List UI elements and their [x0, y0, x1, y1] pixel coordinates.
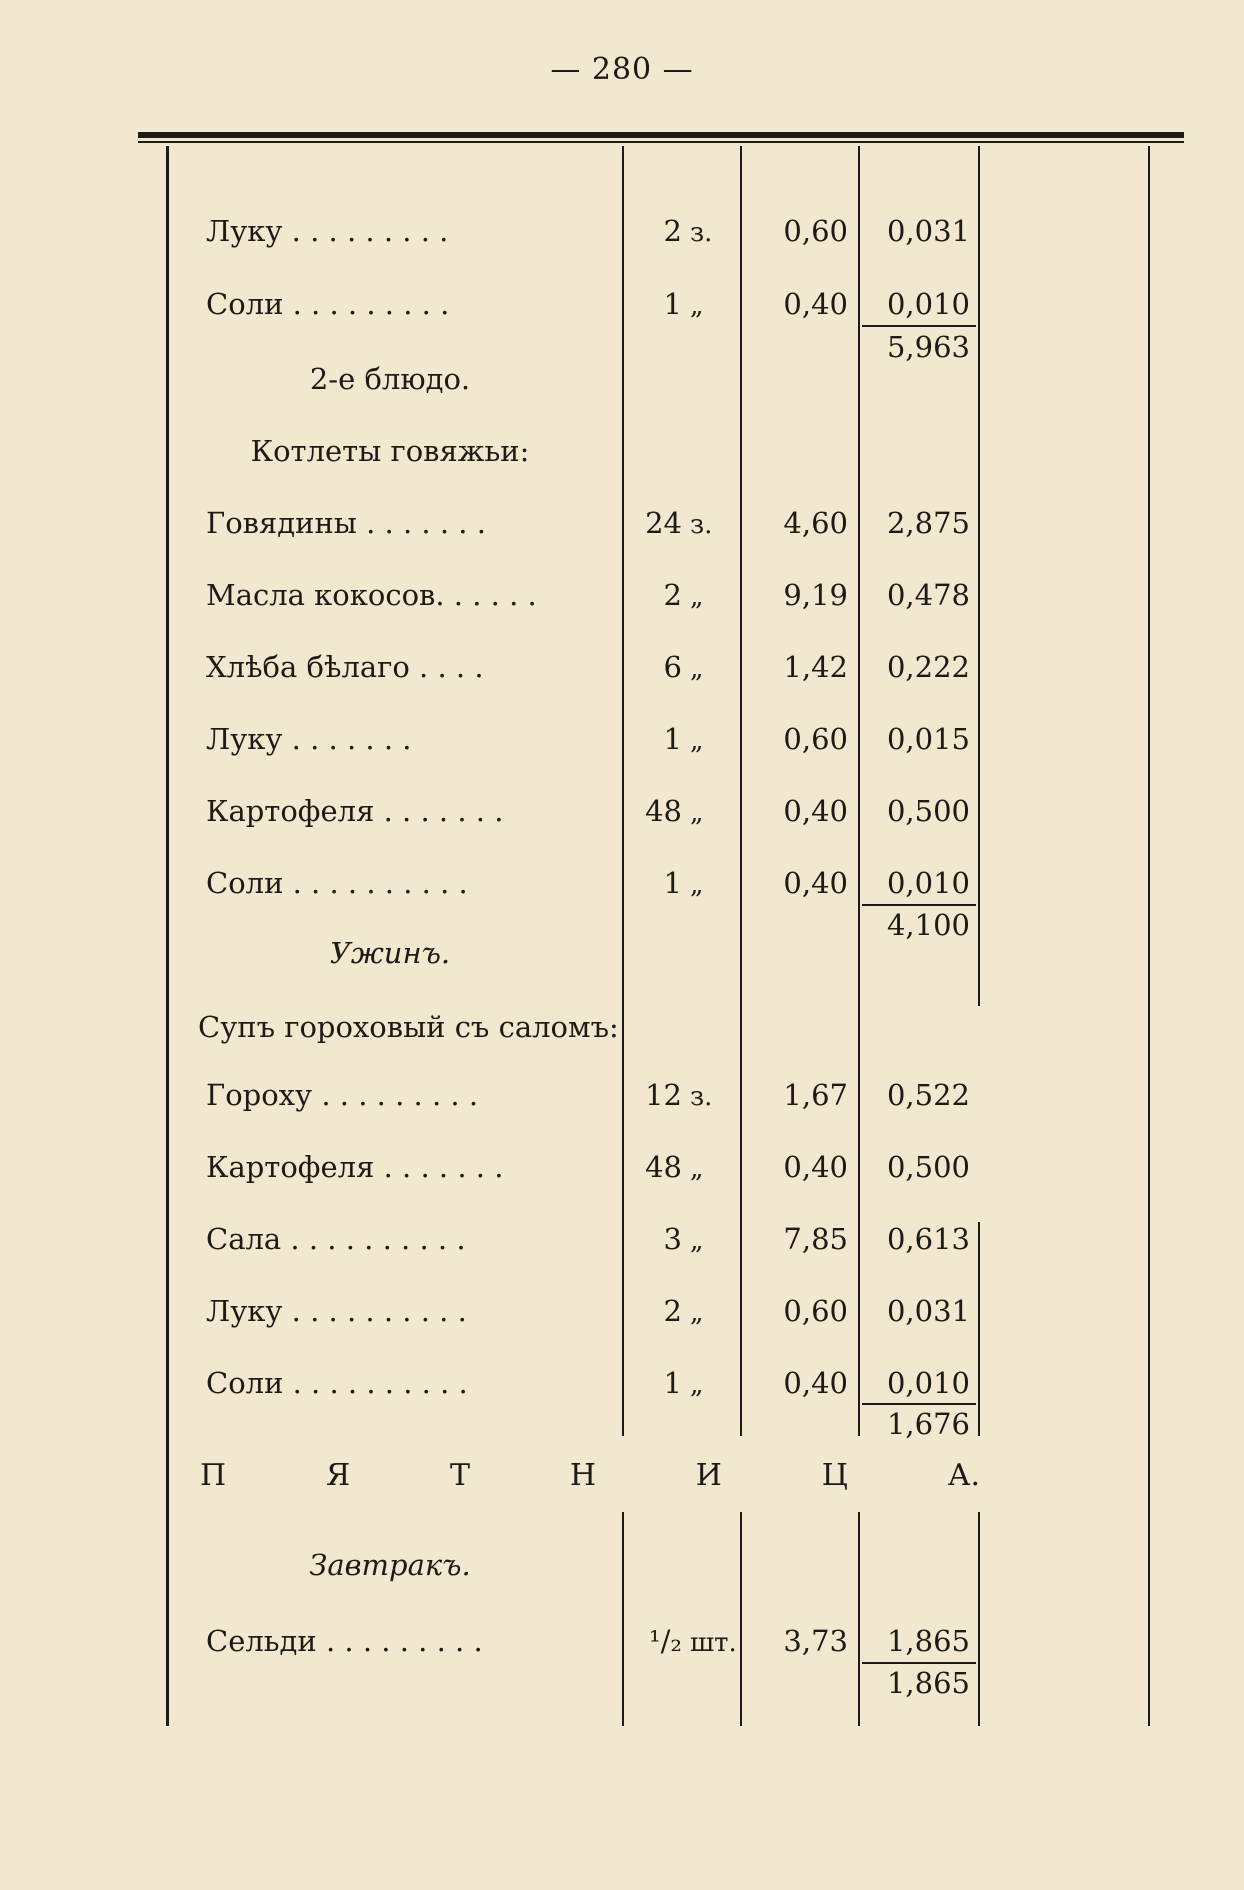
item-price: 9,19: [783, 578, 848, 612]
item-price: 0,60: [783, 722, 848, 756]
qty-unit: „: [690, 1226, 704, 1256]
item-qty: [622, 794, 742, 828]
qty-number: 3: [663, 1222, 682, 1256]
total-column-rule-mid: [978, 1222, 980, 1436]
qty-number: 48: [645, 794, 682, 828]
page-number: — 280 —: [550, 52, 694, 87]
item-price: 1,42: [783, 650, 848, 684]
item-qty: [622, 1294, 742, 1328]
qty-number: 2: [663, 578, 682, 612]
item-price: 7,85: [783, 1222, 848, 1256]
qty-number: 1: [663, 866, 682, 900]
qty-number: 2: [663, 214, 682, 248]
item-label: Картофеля . . . . . . .: [206, 1150, 504, 1184]
item-price: 0,60: [783, 214, 848, 248]
item-label: Соли . . . . . . . . .: [206, 287, 450, 321]
top-rule-thick: [138, 132, 1184, 138]
item-cost: 0,031: [886, 214, 970, 248]
qty-number: 48: [645, 1150, 682, 1184]
subtotal: 4,100: [886, 908, 970, 942]
subtotal-rule: [862, 1662, 976, 1664]
item-qty: [622, 1150, 742, 1184]
qty-number: ¹/₂: [648, 1624, 682, 1658]
qty-unit: з.: [690, 218, 713, 248]
item-label: Соли . . . . . . . . . .: [206, 866, 468, 900]
item-cost: 0,010: [886, 287, 970, 321]
price-column-rule-lower: [740, 1512, 742, 1726]
qty-unit: з.: [690, 1082, 713, 1112]
dish-heading: Супъ гороховый съ саломъ:: [198, 1010, 619, 1044]
top-rule-thin: [138, 141, 1184, 143]
item-label: Сельди . . . . . . . . .: [206, 1624, 483, 1658]
item-price: 1,67: [783, 1078, 848, 1112]
qty-number: 6: [663, 650, 682, 684]
item-label: Сала . . . . . . . . . .: [206, 1222, 466, 1256]
subtotal-rule: [862, 1403, 976, 1405]
item-price: 0,40: [783, 1150, 848, 1184]
day-letter: А.: [947, 1458, 980, 1493]
qty-unit: „: [690, 726, 704, 756]
meal-heading: Завтракъ.: [309, 1548, 471, 1582]
subtotal: 1,865: [886, 1666, 970, 1700]
item-qty: [622, 1366, 742, 1400]
meal-heading: Ужинъ.: [329, 936, 451, 970]
subtotal-rule: [862, 325, 976, 327]
qty-number: 2: [663, 1294, 682, 1328]
qty-unit: з.: [690, 510, 713, 540]
day-title: [200, 1458, 980, 1493]
item-price: 0,40: [783, 1366, 848, 1400]
item-qty: [622, 1222, 742, 1256]
total-column-rule-lower: [978, 1512, 980, 1726]
item-qty: [622, 1078, 742, 1112]
qty-unit: „: [690, 291, 704, 321]
day-letter: И: [695, 1458, 722, 1493]
item-qty: [622, 506, 742, 540]
cost-column-rule: [858, 146, 860, 1436]
qty-number: 24: [645, 506, 682, 540]
item-cost: 0,522: [886, 1078, 970, 1112]
qty-unit: „: [690, 582, 704, 612]
total-column-rule: [978, 146, 980, 1006]
item-cost: 0,222: [886, 650, 970, 684]
day-letter: Н: [569, 1458, 596, 1493]
item-label: Хлѣба бѣлаго . . . .: [206, 650, 484, 684]
subtotal: 5,963: [886, 330, 970, 364]
item-price: 4,60: [783, 506, 848, 540]
qty-unit: „: [690, 654, 704, 684]
item-qty: [622, 722, 742, 756]
item-price: 0,40: [783, 794, 848, 828]
item-cost: 0,010: [886, 866, 970, 900]
subtotal-rule: [862, 904, 976, 906]
item-cost: 0,500: [886, 794, 970, 828]
item-cost: 2,875: [886, 506, 970, 540]
item-cost: 0,010: [886, 1366, 970, 1400]
item-cost: 0,500: [886, 1150, 970, 1184]
qty-number: 12: [645, 1078, 682, 1112]
qty-unit: „: [690, 798, 704, 828]
section-heading: 2-е блюдо.: [309, 362, 471, 396]
qty-unit: „: [690, 1154, 704, 1184]
qty-column-rule-lower: [622, 1512, 624, 1726]
item-price: 0,40: [783, 287, 848, 321]
item-label: Картофеля . . . . . . .: [206, 794, 504, 828]
subtotal: 1,676: [886, 1407, 970, 1441]
item-cost: 0,478: [886, 578, 970, 612]
qty-number: 1: [663, 287, 682, 321]
item-qty: [622, 1624, 742, 1658]
qty-unit: шт.: [690, 1628, 737, 1658]
right-border: [1148, 146, 1150, 1726]
day-letter: Я: [325, 1458, 351, 1493]
item-qty: [622, 866, 742, 900]
day-letter: Т: [450, 1458, 471, 1493]
qty-unit: „: [690, 1370, 704, 1400]
item-qty: [622, 650, 742, 684]
item-price: 3,73: [783, 1624, 848, 1658]
day-letter: Ц: [821, 1458, 848, 1493]
item-label: Луку . . . . . . . . .: [206, 214, 449, 248]
dish-heading: Котлеты говяжьи:: [250, 434, 530, 468]
day-letter: П: [200, 1458, 227, 1493]
item-label: Луку . . . . . . .: [206, 722, 412, 756]
item-label: Соли . . . . . . . . . .: [206, 1366, 468, 1400]
item-qty: [622, 214, 742, 248]
item-qty: [622, 578, 742, 612]
qty-number: 1: [663, 1366, 682, 1400]
item-price: 0,60: [783, 1294, 848, 1328]
item-cost: 1,865: [886, 1624, 970, 1658]
cost-column-rule-lower: [858, 1512, 860, 1726]
item-cost: 0,015: [886, 722, 970, 756]
item-label: Масла кокосов. . . . . .: [206, 578, 537, 612]
item-qty: [622, 287, 742, 321]
item-label: Говядины . . . . . . .: [206, 506, 486, 540]
item-price: 0,40: [783, 866, 848, 900]
item-label: Гороху . . . . . . . . .: [206, 1078, 479, 1112]
qty-unit: „: [690, 870, 704, 900]
item-label: Луку . . . . . . . . . .: [206, 1294, 467, 1328]
qty-unit: „: [690, 1298, 704, 1328]
item-cost: 0,613: [886, 1222, 970, 1256]
item-cost: 0,031: [886, 1294, 970, 1328]
qty-number: 1: [663, 722, 682, 756]
